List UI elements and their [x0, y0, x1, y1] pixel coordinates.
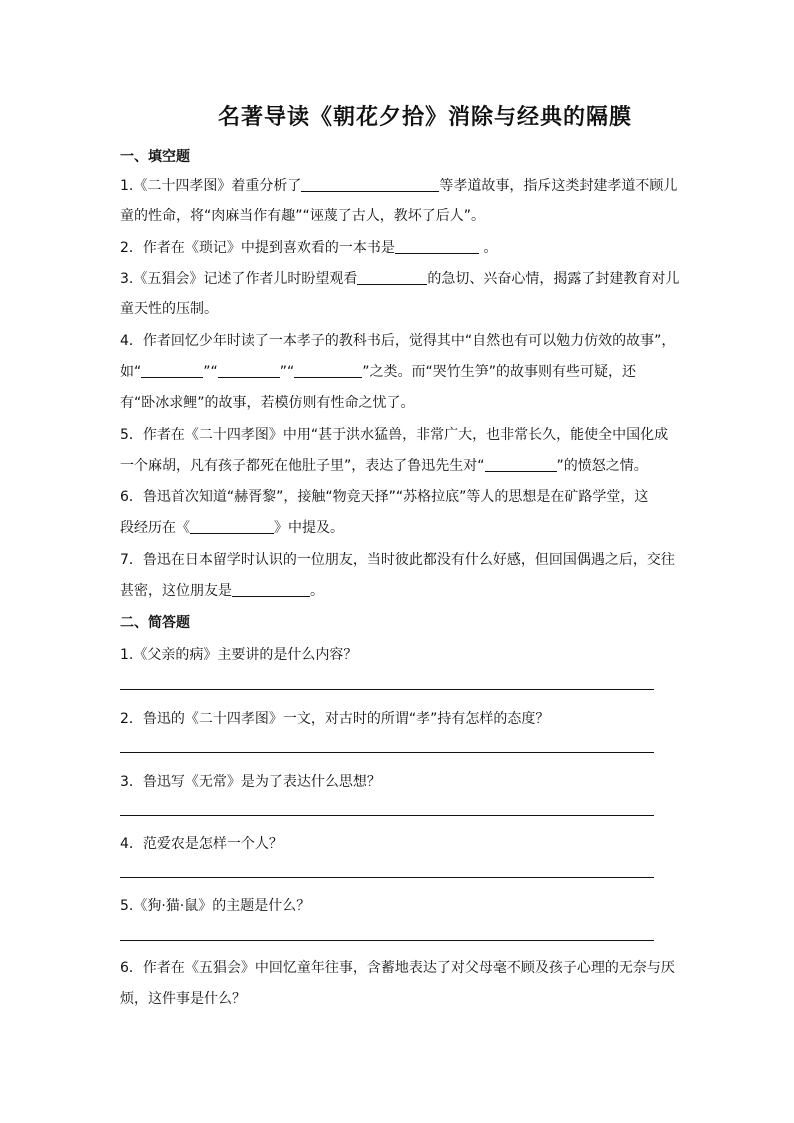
document-title: 名著导读《朝花夕拾》消除与经典的隔膜 — [217, 104, 632, 130]
answer-blank[interactable] — [218, 363, 280, 378]
question-1-line-2: 童的性命，将“肉麻当作有趣”“诬蔑了古人，教坏了后人”。 — [120, 208, 486, 224]
question-6-line-1: 6．鲁迅首次知道“赫胥黎”，接触“物竞天择”“苏格拉底”等人的思想是在矿路学堂，这 — [120, 489, 649, 505]
answer-blank[interactable] — [294, 363, 362, 378]
question-7-line-1: 7．鲁迅在日本留学时认识的一位朋友，当时彼此都没有什么好感，但回国偶遇之后，交往 — [120, 552, 675, 568]
section-heading-fill-in: 一、填空题 — [120, 149, 190, 165]
answer-blank[interactable] — [395, 239, 479, 254]
short-answer-question-6-line-1: 6．作者在《五猖会》中回忆童年往事，含蓄地表达了对父母毫不顾及孩子心理的无奈与厌 — [120, 960, 675, 976]
short-answer-question-1: 1.《父亲的病》主要讲的是什么内容？ — [120, 647, 358, 663]
answer-line[interactable] — [120, 815, 654, 816]
question-7-line-2: 甚密，这位朋友是 。 — [120, 583, 324, 599]
section-heading-short-answer: 二、简答题 — [120, 615, 190, 631]
answer-line[interactable] — [120, 940, 654, 941]
answer-line[interactable] — [120, 877, 654, 878]
question-4-line-2: 如“ ”“ ”“ ”之类。而“哭竹生笋”的故事则有些可疑，还 — [120, 364, 637, 380]
question-6-line-2: 段经历在《 》中提及。 — [120, 520, 344, 536]
question-5-line-1: 5．作者在《二十四孝图》中用“甚于洪水猛兽，非常广大，也非常长久，能使全中国化成 — [120, 427, 669, 443]
answer-blank[interactable] — [232, 582, 310, 597]
answer-blank[interactable] — [190, 519, 274, 534]
question-1-line-1: 1.《二十四孝图》着重分析了 等孝道故事，指斥这类封建孝道不顾儿 — [120, 178, 678, 194]
short-answer-question-2: 2．鲁迅的《二十四孝图》一文，对古时的所谓“孝”持有怎样的态度？ — [120, 711, 550, 727]
answer-line[interactable] — [120, 752, 654, 753]
question-4-line-1: 4．作者回忆少年时读了一本孝子的教科书后，觉得其中“自然也有可以勉力仿效的故事”， — [120, 333, 676, 349]
question-2: 2．作者在《琐记》中提到喜欢看的一本书是 。 — [120, 240, 498, 256]
short-answer-question-4: 4．范爱农是怎样一个人？ — [120, 836, 283, 852]
answer-blank[interactable] — [485, 457, 557, 472]
question-3-line-2: 童天性的压制。 — [120, 301, 218, 317]
short-answer-question-5: 5.《狗·猫·鼠》的主题是什么？ — [120, 898, 311, 914]
answer-blank[interactable] — [357, 270, 427, 285]
short-answer-question-6-line-2: 烦，这件事是什么？ — [120, 991, 246, 1007]
question-3-line-1: 3.《五猖会》记述了作者儿时盼望观看 的急切、兴奋心情，揭露了封建教育对儿 — [120, 271, 680, 287]
question-5-line-2: 一个麻胡，凡有孩子都死在他肚子里”，表达了鲁迅先生对“ ”的愤怒之情。 — [120, 458, 648, 474]
question-4-line-3: 有“卧冰求鲤”的故事，若模仿则有性命之忧了。 — [120, 395, 415, 411]
answer-blank[interactable] — [141, 363, 203, 378]
answer-blank[interactable] — [301, 177, 439, 192]
short-answer-question-3: 3．鲁迅写《无常》是为了表达什么思想？ — [120, 774, 381, 790]
answer-line[interactable] — [120, 689, 654, 690]
